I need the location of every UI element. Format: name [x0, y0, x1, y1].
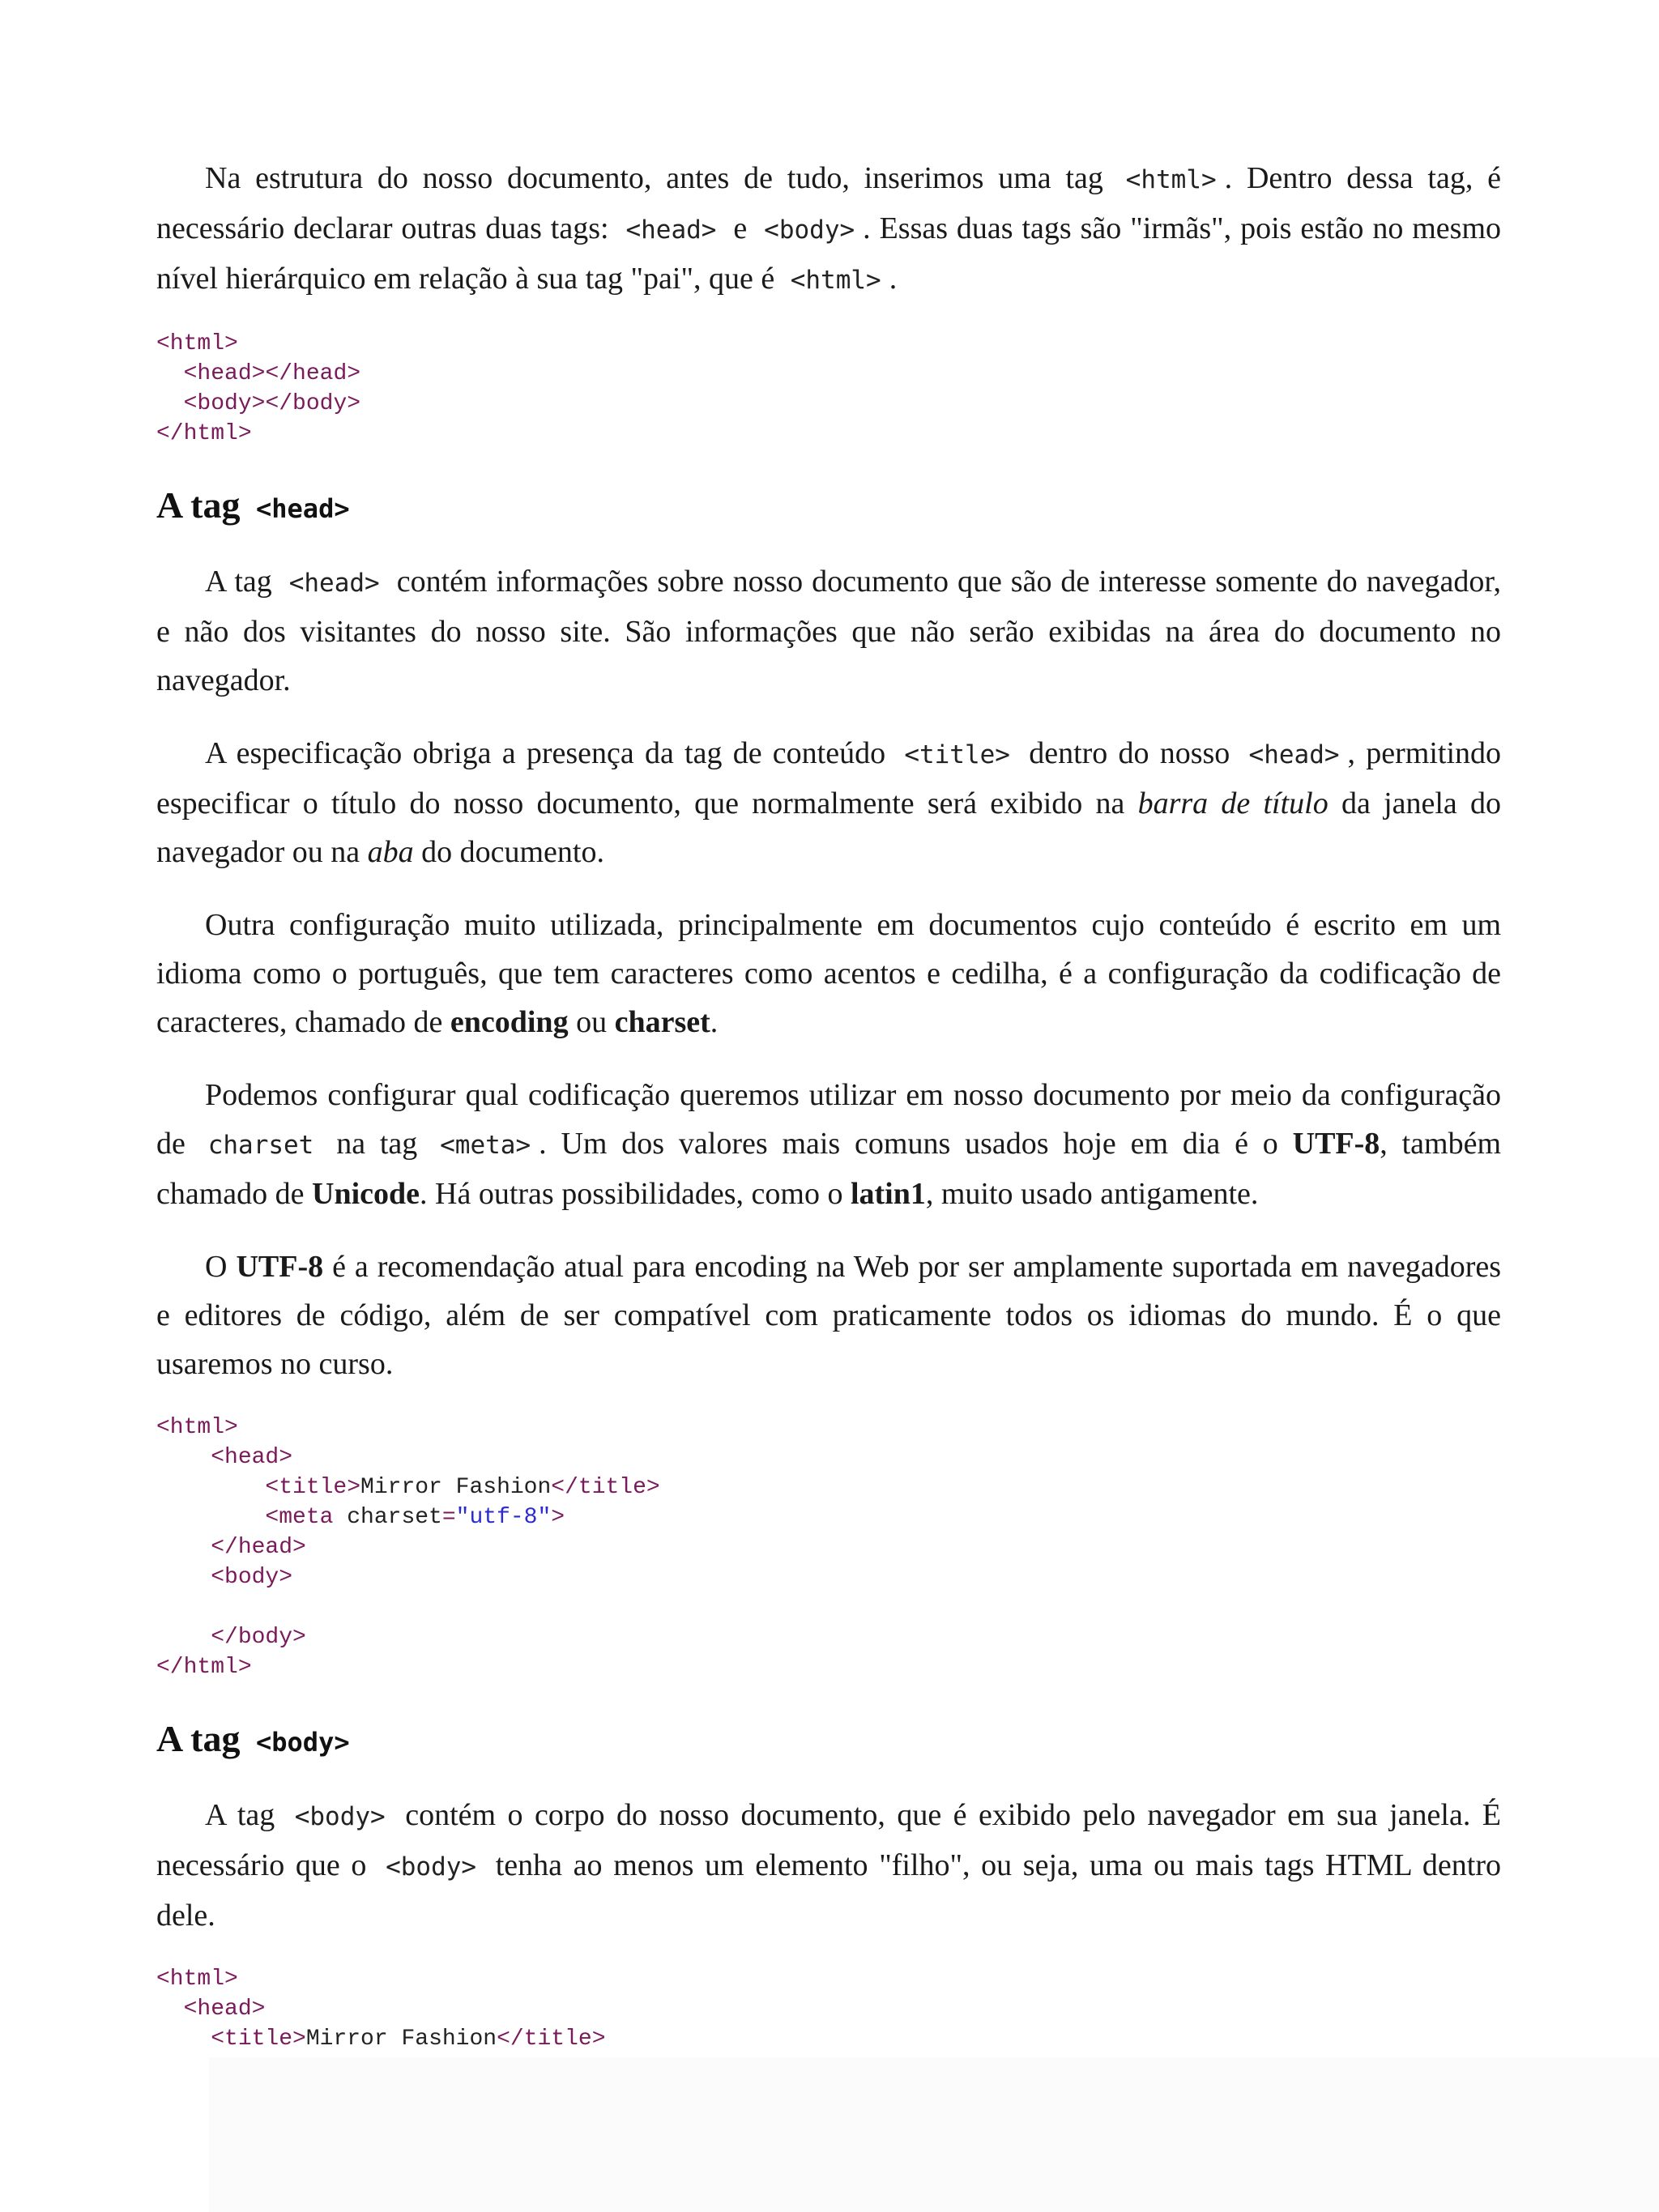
inline-code: charset	[207, 1131, 314, 1160]
inline-code: <body>	[294, 1802, 386, 1831]
code-block-body-example: <html> <head> <title>Mirror Fashion</title>	[156, 1967, 606, 2052]
paragraph-encoding: Outra configuração muito utilizada, principalmente em documentos cujo conteúdo é escrito em um idioma como o português, que tem caracteres como acentos e cedilha, é a configuração da codificação de caracteres, chamado de encoding ou charset.	[156, 908, 1501, 1039]
document-content	[156, 154, 1501, 2086]
paragraph-head-description: A tag <head> contém informações sobre nosso documento que são de interesse somente do navegador, e não dos visitantes do nosso site. São informações que não serão exibidas na área do documento no navegador.	[156, 565, 1502, 697]
section-heading-body: A tag <body>	[156, 1718, 350, 1759]
paragraph-title-spec: A especificação obriga a presença da tag de conteúdo <title> dentro do nosso <head> , permitindo especificar o título do nosso documento, que normalmente será exibido na barra de título da janela do navegador ou na aba do documento.	[156, 736, 1502, 869]
section-heading-head: A tag <head>	[156, 484, 350, 526]
inline-code: <head>	[625, 215, 717, 245]
paragraph-html-structure: Na estrutura do nosso documento, antes de tudo, inserimos uma tag <html> . Dentro dessa tag, é necessário declarar outras duas tags: <head> e <body> . Essas duas tags são "irmãs", pois estão no mesmo nível hierárquico em relação à sua tag "pai", que é <html> .	[156, 161, 1502, 296]
code-block-html-skeleton: <html> <head></head> <body></body> </html>	[156, 331, 361, 446]
paragraph-charset: Podemos configurar qual codificação queremos utilizar em nosso documento por meio da configuração de charset na tag <meta> . Um dos valores mais comuns usados hoje em dia é o UTF-8, também chamado de Unicode. Há outras possibilidades, como o latin1, muito usado antigamente.	[156, 1078, 1502, 1211]
paragraph-body-description: A tag <body> contém o corpo do nosso documento, que é exibido pelo navegador em sua janela. É necessário que o <body> tenha ao menos um elemento "filho", ou seja, uma ou mais tags HTML dentro dele.	[156, 1798, 1502, 1933]
code-block-head-example: <html> <head> <title>Mirror Fashion</title> <meta charset="utf-8"> </head> <body> </body> </html>	[156, 1415, 660, 1680]
inline-code: <title>	[904, 740, 1010, 769]
inline-code: <html>	[1125, 165, 1217, 194]
inline-code: <body>	[764, 215, 855, 245]
inline-code: <html>	[790, 266, 881, 295]
inline-code: <head>	[288, 569, 380, 598]
paragraph-utf8: O UTF-8 é a recomendação atual para encoding na Web por ser amplamente suportada em navegadores e editores de código, além de ser compatível com praticamente todos os idiomas do mundo. É o que usaremos no curso.	[156, 1250, 1502, 1381]
inline-code: <head>	[1248, 740, 1340, 769]
inline-code: <body>	[386, 1852, 477, 1882]
inline-code: <meta>	[440, 1131, 531, 1160]
